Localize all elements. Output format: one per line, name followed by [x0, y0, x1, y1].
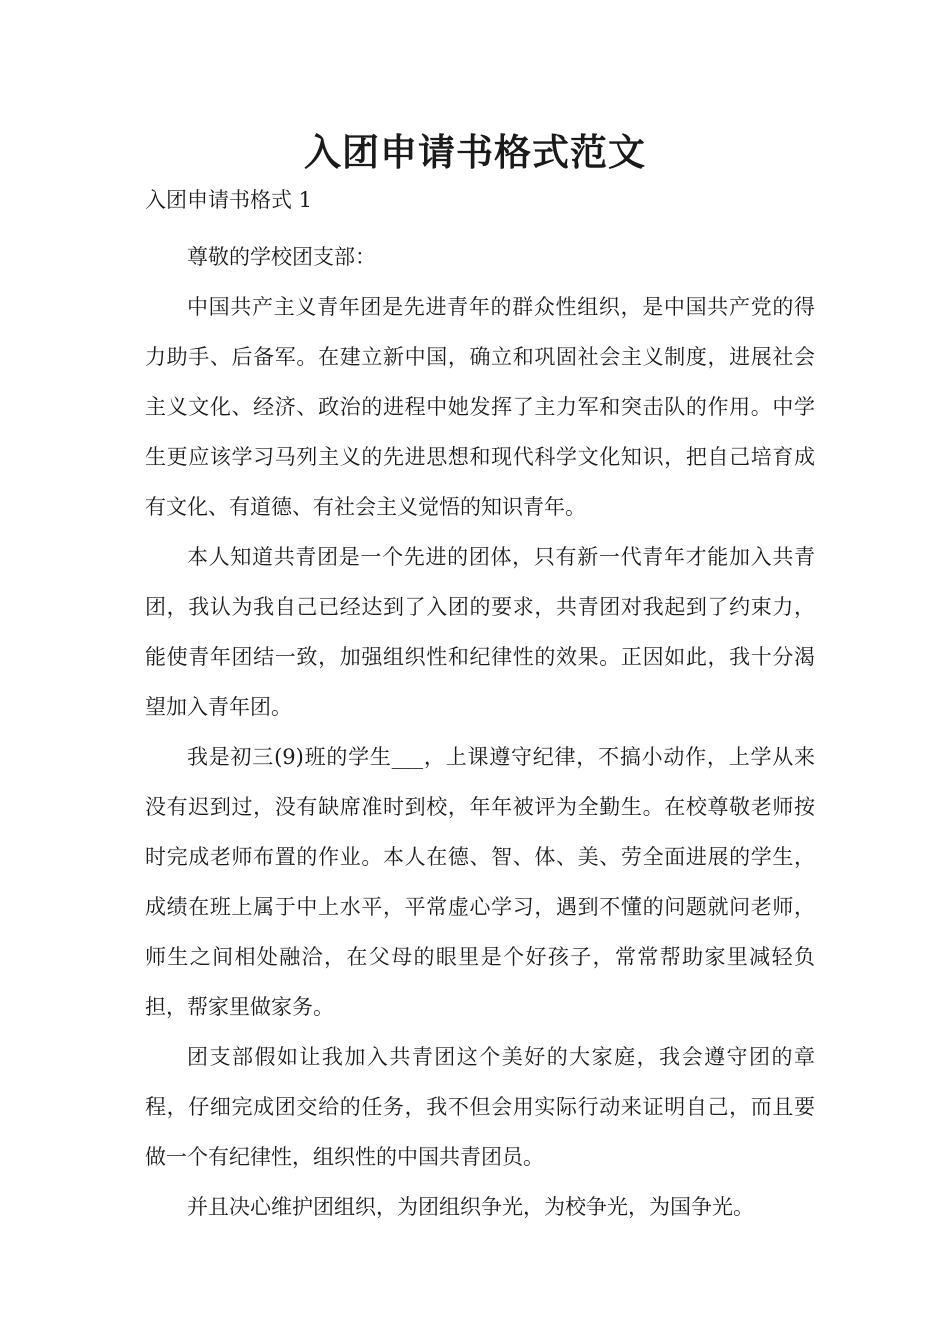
body-paragraph: 团支部假如让我加入共青团这个美好的大家庭，我会遵守团的章程，仔细完成团交给的任务，我不但会用实际行动来证明自己，而且要做一个有纪律性，组织性的中国共青团员。 [145, 1045, 815, 1169]
section-heading: 入团申请书格式 1 [145, 188, 313, 212]
salutation-paragraph: 尊敬的学校团支部： [187, 245, 376, 269]
document-body [145, 182, 815, 1232]
body-paragraph: 我是初三(9)班的学生___，上课遵守纪律，不搞小动作，上学从来没有迟到过，没有缺席准时到校，年年被评为全勤生。在校尊敬老师按时完成老师布置的作业。本人在德、智、体、美、劳全面进展的学生，成绩在班上属于中上水平，平常虚心学习，遇到不懂的问题就问老师，师生之间相处融洽，在父母的眼里是个好孩子，常常帮助家里减轻负担，帮家里做家务。 [145, 745, 815, 1019]
document-title: 入团申请书格式范文 [304, 131, 646, 174]
body-paragraph: 本人知道共青团是一个先进的团体，只有新一代青年才能加入共青团，我认为我自己已经达到了入团的要求，共青团对我起到了约束力，能使青年团结一致，加强组织性和纪律性的效果。正因如此，我十分渴望加入青年团。 [145, 545, 815, 719]
body-paragraph: 中国共产主义青年团是先进青年的群众性组织，是中国共产党的得力助手、后备军。在建立新中国，确立和巩固社会主义制度，进展社会主义文化、经济、政治的进程中她发挥了主力军和突击队的作用。中学生更应该学习马列主义的先进思想和现代科学文化知识，把自己培育成有文化、有道德、有社会主义觉悟的知识青年。 [145, 295, 815, 519]
body-paragraph: 并且决心维护团组织，为团组织争光，为校争光，为国争光。 [187, 1195, 754, 1219]
